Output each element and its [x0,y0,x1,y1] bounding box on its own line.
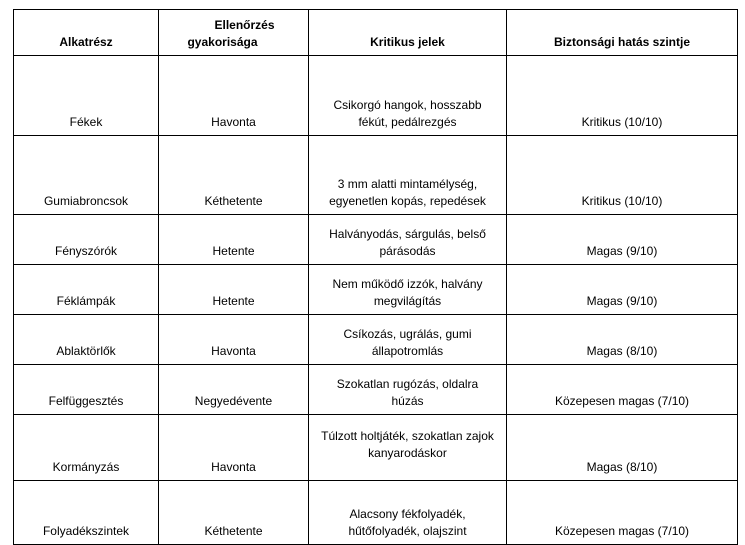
cell-frequency: Kéthetente [159,136,309,215]
table-row [14,315,738,365]
cell-frequency: Hetente [159,215,309,265]
cell-part: Kormányzás [14,415,159,481]
cell-signs [309,415,507,481]
header-part: Alkatrész [14,10,159,56]
cell-impact: Közepesen magas (7/10) [507,365,738,415]
cell-signs-text: Csíkozás, ugrálás, gumi állapotromlás [343,327,472,358]
cell-part: Fékek [14,56,159,136]
cell-frequency: Havonta [159,315,309,365]
cell-signs-text: Túlzott holtjáték, szokatlan zajok kanyarodáskor [321,429,494,460]
cell-frequency: Negyedévente [159,365,309,415]
cell-signs-text: Csikorgó hangok, hosszabb fékút, pedálrezgés [333,98,482,129]
header-frequency-text: Ellenőrzés gyakorisága [187,18,275,49]
header-safety-impact: Biztonsági hatás szintje [507,10,738,56]
cell-frequency: Hetente [159,265,309,315]
table-row [14,265,738,315]
table-row [14,365,738,415]
cell-impact: Magas (9/10) [507,265,738,315]
cell-signs [309,56,507,136]
cell-part: Folyadékszintek [14,481,159,545]
cell-part: Ablaktörlők [14,315,159,365]
cell-signs [309,136,507,215]
table-row [14,56,738,136]
cell-impact: Kritikus (10/10) [507,136,738,215]
cell-signs-text: Szokatlan rugózás, oldalra húzás [336,377,479,408]
cell-frequency: Kéthetente [159,481,309,545]
cell-signs-text: 3 mm alatti mintamélység, egyenetlen kopás, repedések [329,177,486,208]
cell-frequency: Havonta [159,415,309,481]
cell-signs-text: Alacsony fékfolyadék, hűtőfolyadék, olajszint [348,507,467,538]
cell-impact: Magas (8/10) [507,315,738,365]
cell-signs-text: Nem működő izzók, halvány megvilágítás [332,277,483,308]
cell-impact: Magas (8/10) [507,415,738,481]
header-critical-signs: Kritikus jelek [309,10,507,56]
cell-signs-text: Halványodás, sárgulás, belső párásodás [329,227,486,258]
cell-signs [309,481,507,545]
cell-part: Gumiabroncsok [14,136,159,215]
cell-impact: Magas (9/10) [507,215,738,265]
table-row [14,415,738,481]
table-row [14,136,738,215]
header-frequency [159,10,309,56]
cell-signs [309,265,507,315]
cell-signs [309,215,507,265]
table-row [14,481,738,545]
cell-frequency: Havonta [159,56,309,136]
cell-part: Fényszórók [14,215,159,265]
cell-signs [309,315,507,365]
cell-impact: Közepesen magas (7/10) [507,481,738,545]
cell-impact: Kritikus (10/10) [507,56,738,136]
cell-signs [309,365,507,415]
maintenance-table [13,9,738,545]
header-row [14,10,738,56]
table-row [14,215,738,265]
cell-part: Felfüggesztés [14,365,159,415]
cell-part: Féklámpák [14,265,159,315]
